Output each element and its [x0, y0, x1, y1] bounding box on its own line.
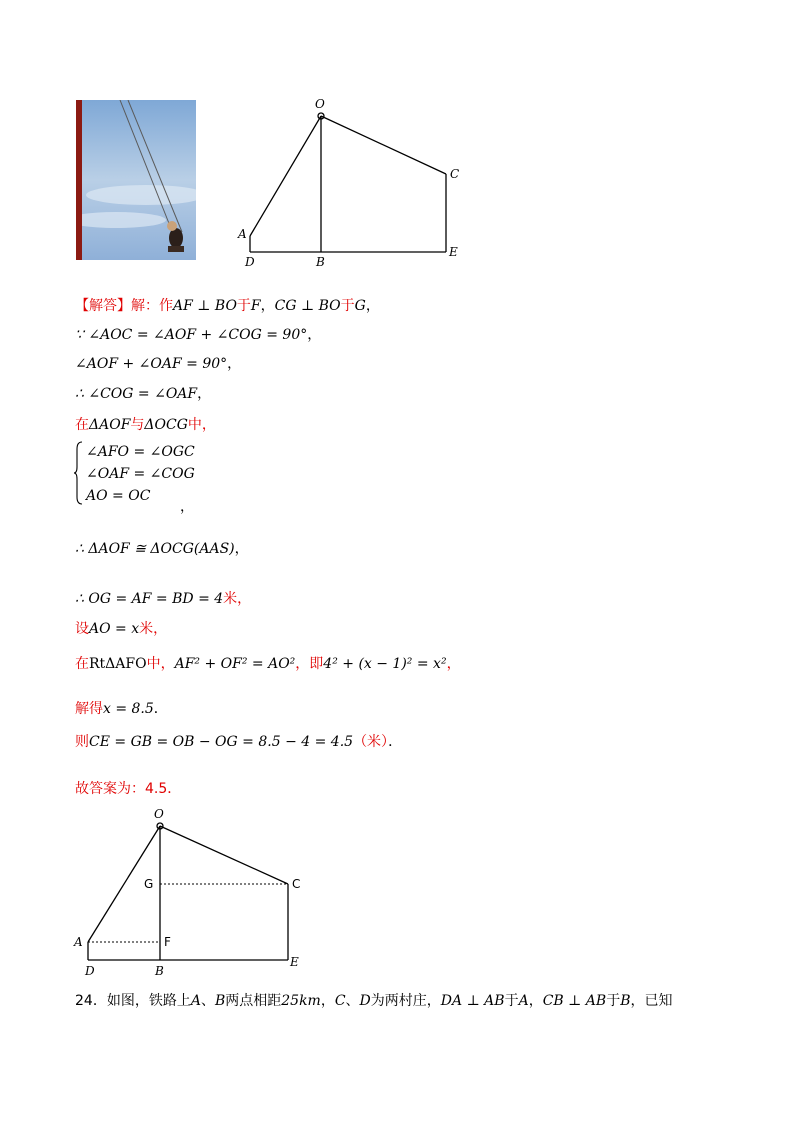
brace-line-2: ∠OAF = ∠COG — [86, 466, 195, 482]
brace-line-3: AO = OC — [86, 488, 151, 504]
math: AO = x — [89, 621, 140, 637]
math: ∴ ∠COG = ∠OAF — [75, 386, 198, 402]
label-B: B — [316, 255, 325, 268]
geometry-figure-2 — [70, 806, 310, 984]
text: 中， — [187, 417, 216, 433]
text: 、 — [200, 993, 215, 1009]
text: 中， — [146, 656, 175, 672]
math: A — [190, 993, 201, 1009]
solution-line-1 — [75, 297, 380, 315]
text: ． — [388, 734, 403, 750]
solution-line-10 — [75, 700, 168, 718]
solution-line-6 — [75, 540, 249, 558]
text: 在 — [75, 656, 89, 672]
solution-line-3 — [75, 355, 241, 373]
label-D: D — [85, 964, 95, 978]
math: A — [518, 993, 529, 1009]
text: 于 — [606, 993, 621, 1009]
text: 两点相距 — [225, 993, 282, 1009]
label-O: O — [154, 807, 164, 821]
text: 解：作 — [131, 298, 173, 314]
text: ，已知 — [630, 993, 673, 1009]
final-answer: 故答案为：4.5． — [75, 781, 182, 797]
text: ， — [307, 327, 322, 343]
math: CE = GB = OB − OG = 8.5 − 4 = 4.5 — [89, 734, 354, 750]
question-24 — [75, 990, 672, 1010]
text: ， — [227, 356, 242, 372]
solution-line-11 — [75, 733, 402, 751]
text: ， — [234, 541, 249, 557]
math: 4² + (x − 1)² = x² — [323, 656, 447, 672]
math: B — [214, 993, 226, 1009]
brace-line-1: ∠AFO = ∠OGC — [86, 444, 195, 460]
text: ， — [446, 656, 461, 672]
solution-line-2 — [75, 326, 321, 344]
solution-line-9 — [75, 655, 461, 673]
swing-photo — [76, 100, 196, 260]
text: ． — [153, 701, 168, 717]
math: CG ⊥ BO — [274, 298, 341, 314]
answer-tag: 【解答】 — [75, 298, 131, 314]
geometry-figure-1 — [236, 96, 472, 268]
label-E: E — [290, 955, 299, 969]
math: ∴ OG = AF = BD = 4 — [75, 591, 224, 607]
math: x = 8.5 — [103, 701, 154, 717]
text: 于 — [504, 993, 519, 1009]
text: 与 — [130, 417, 145, 433]
math: D — [359, 993, 371, 1009]
label-E: E — [449, 245, 458, 259]
solution-line-5 — [75, 416, 216, 434]
text: 于 — [340, 298, 355, 314]
math: CB ⊥ AB — [542, 993, 607, 1009]
text: 24．如图，铁路上 — [75, 993, 191, 1009]
text: 为两村庄， — [370, 993, 441, 1009]
label-O: O — [315, 97, 325, 111]
label-A: A — [74, 935, 83, 949]
label-A: A — [238, 227, 247, 241]
math: ∠AOF + ∠OAF = 90° — [75, 356, 228, 372]
text: ， — [320, 993, 335, 1009]
text: ， — [528, 993, 543, 1009]
text: ， — [260, 298, 275, 314]
text: 米， — [139, 621, 168, 637]
solution-line-4 — [75, 385, 211, 403]
text: ，即 — [295, 656, 324, 672]
text: ， — [197, 386, 212, 402]
math: 25km — [281, 993, 321, 1009]
brace-end: ， — [180, 499, 194, 515]
math: ∴ ΔAOF ≅ ΔOCG(AAS) — [75, 541, 235, 557]
left-brace — [73, 441, 83, 505]
math: G — [354, 298, 366, 314]
math: AF ⊥ BO — [173, 298, 237, 314]
math: RtΔAFO — [89, 656, 147, 672]
text: 米， — [223, 591, 252, 607]
solution-line-7 — [75, 590, 251, 608]
label-B: B — [155, 964, 164, 978]
math: ΔOCG — [144, 417, 188, 433]
label-C: C — [292, 877, 301, 891]
label-C: C — [450, 167, 460, 181]
text: 在 — [75, 417, 89, 433]
text: （米） — [353, 734, 389, 750]
math: DA ⊥ AB — [440, 993, 505, 1009]
math: F — [250, 298, 261, 314]
text: 解得 — [75, 701, 103, 717]
math: AF² + OF² = AO² — [174, 656, 296, 672]
text: 则 — [75, 734, 89, 750]
math: ΔAOF — [89, 417, 131, 433]
math: C — [334, 993, 346, 1009]
text: 于 — [236, 298, 251, 314]
label-D: D — [245, 255, 255, 268]
label-F: F — [164, 935, 171, 949]
text: ， — [365, 298, 380, 314]
text: 、 — [345, 993, 360, 1009]
label-G: G — [144, 877, 154, 891]
math: ∵ ∠AOC = ∠AOF + ∠COG = 90° — [75, 327, 308, 343]
math: B — [620, 993, 631, 1009]
solution-line-8 — [75, 620, 167, 638]
text: 设 — [75, 621, 89, 637]
